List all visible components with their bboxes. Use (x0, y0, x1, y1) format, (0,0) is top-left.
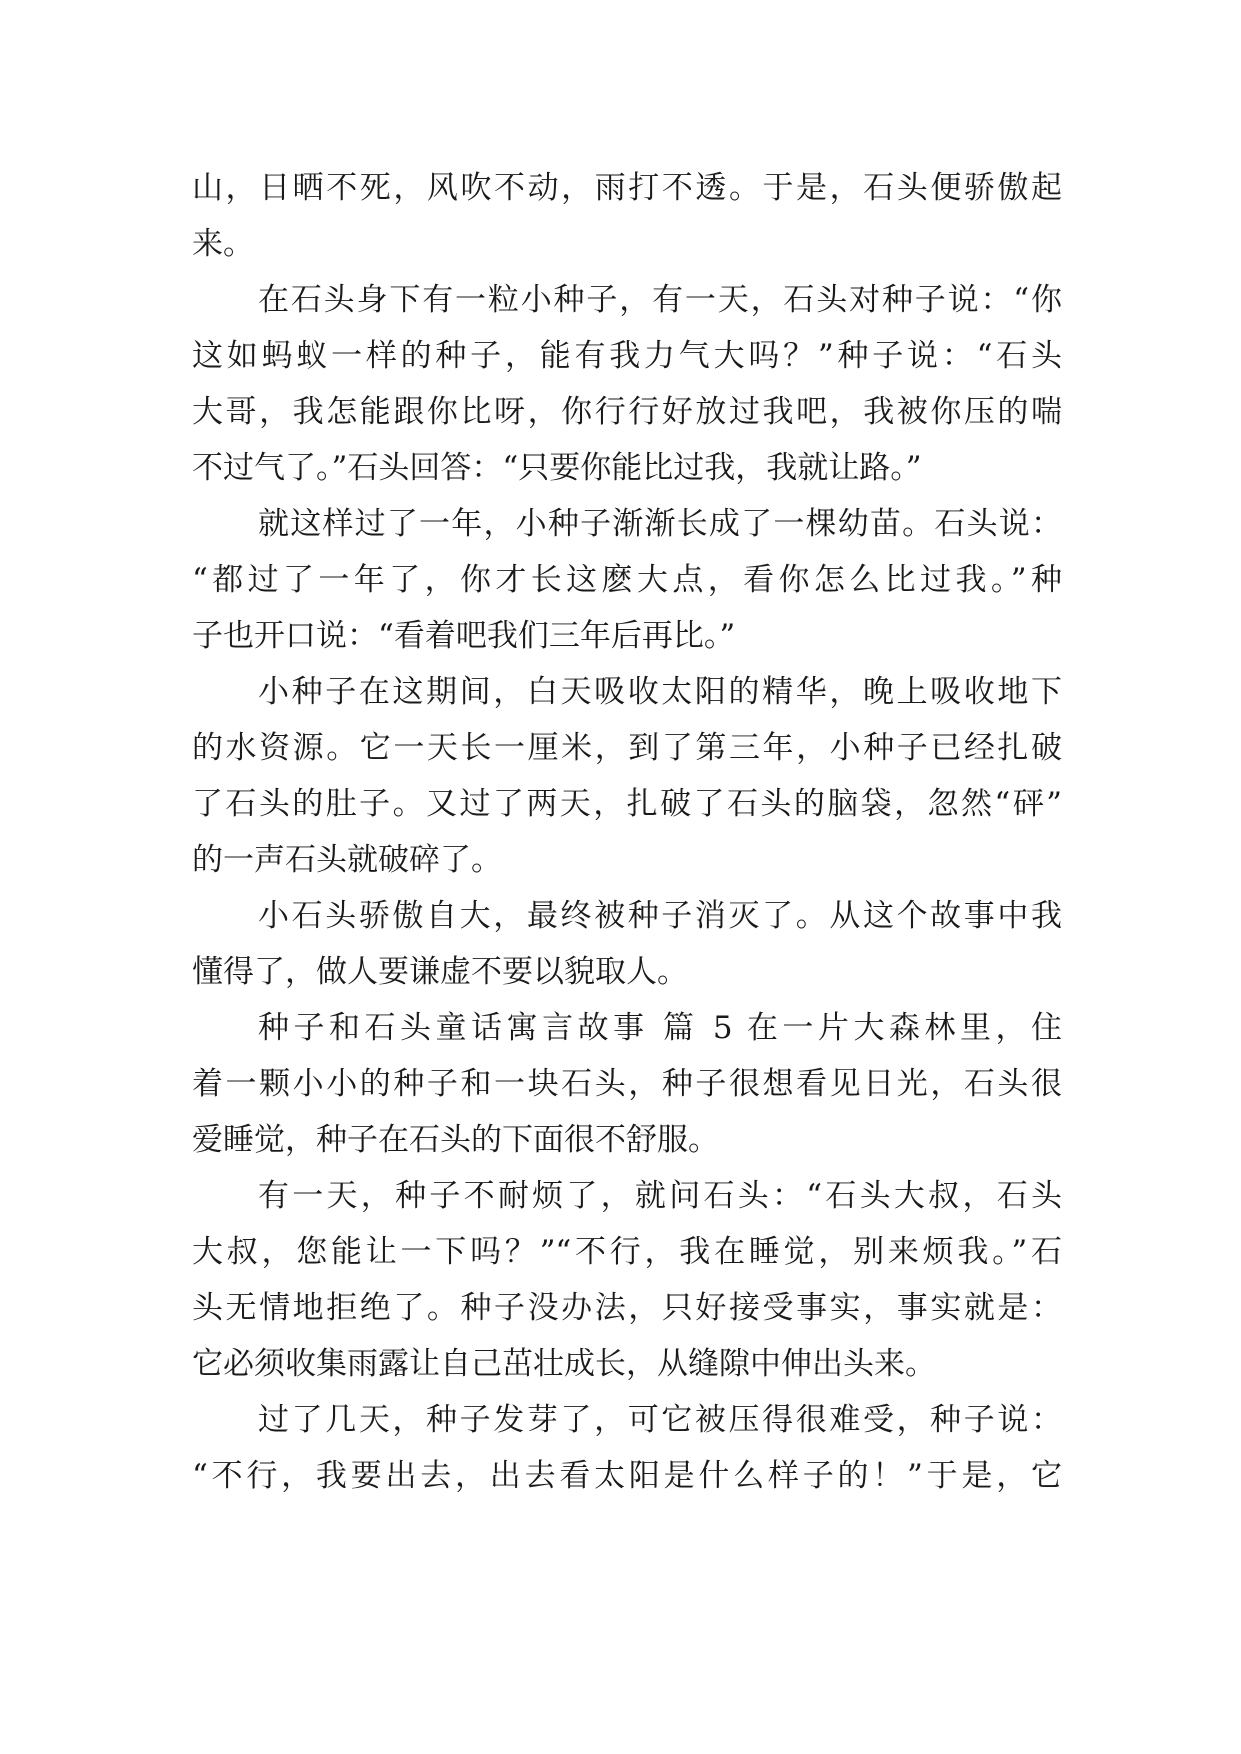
text-line: 头无情地拒绝了。种子没办法，只好接受事实，事实就是： (192, 1290, 1062, 1326)
text-line: 小种子在这期间，白天吸收太阳的精华，晚上吸收地下 (258, 674, 1062, 710)
text-line: 山，日晒不死，风吹不动，雨打不透。于是，石头便骄傲起 (192, 170, 1062, 206)
text-line: 它必须收集雨露让自己茁壮成长，从缝隙中伸出头来。 (192, 1346, 936, 1382)
text-line: 来。 (192, 226, 254, 262)
text-line: 大哥，我怎能跟你比呀，你行行好放过我吧，我被你压的喘 (192, 394, 1062, 430)
text-line: 懂得了，做人要谦虚不要以貌取人。 (192, 954, 688, 990)
text-line: 子也开口说：“看着吧我们三年后再比。” (192, 618, 736, 654)
text-line: 大叔，您能让一下吗？”“不行，我在睡觉，别来烦我。”石 (192, 1234, 1062, 1270)
text-line: “都过了一年了，你才长这麽大点，看你怎么比过我。”种 (192, 562, 1062, 598)
text-line: 这如蚂蚁一样的种子，能有我力气大吗？”种子说：“石头 (192, 338, 1062, 374)
text-line: 就这样过了一年，小种子渐渐长成了一棵幼苗。石头说： (258, 506, 1062, 542)
text-line: 在石头身下有一粒小种子，有一天，石头对种子说：“你 (258, 282, 1062, 318)
text-line: 种子和石头童话寓言故事 篇 5 在一片大森林里，住 (258, 1010, 1062, 1046)
text-line: 爱睡觉，种子在石头的下面很不舒服。 (192, 1122, 719, 1158)
text-line: 小石头骄傲自大，最终被种子消灭了。从这个故事中我 (258, 898, 1062, 934)
text-line: 了石头的肚子。又过了两天，扎破了石头的脑袋，忽然“砰” (192, 786, 1062, 822)
text-line: 的一声石头就破碎了。 (192, 842, 502, 878)
text-line: 不过气了。”石头回答：“只要你能比过我，我就让路。” (192, 450, 922, 486)
text-line: 有一天，种子不耐烦了，就问石头：“石头大叔，石头 (258, 1178, 1062, 1214)
text-line: “不行，我要出去，出去看太阳是什么样子的！”于是，它 (192, 1458, 1062, 1494)
text-line: 的水资源。它一天长一厘米，到了第三年，小种子已经扎破 (192, 730, 1062, 766)
text-line: 过了几天，种子发芽了，可它被压得很难受，种子说： (258, 1402, 1062, 1438)
text-line: 着一颗小小的种子和一块石头，种子很想看见日光，石头很 (192, 1066, 1062, 1102)
